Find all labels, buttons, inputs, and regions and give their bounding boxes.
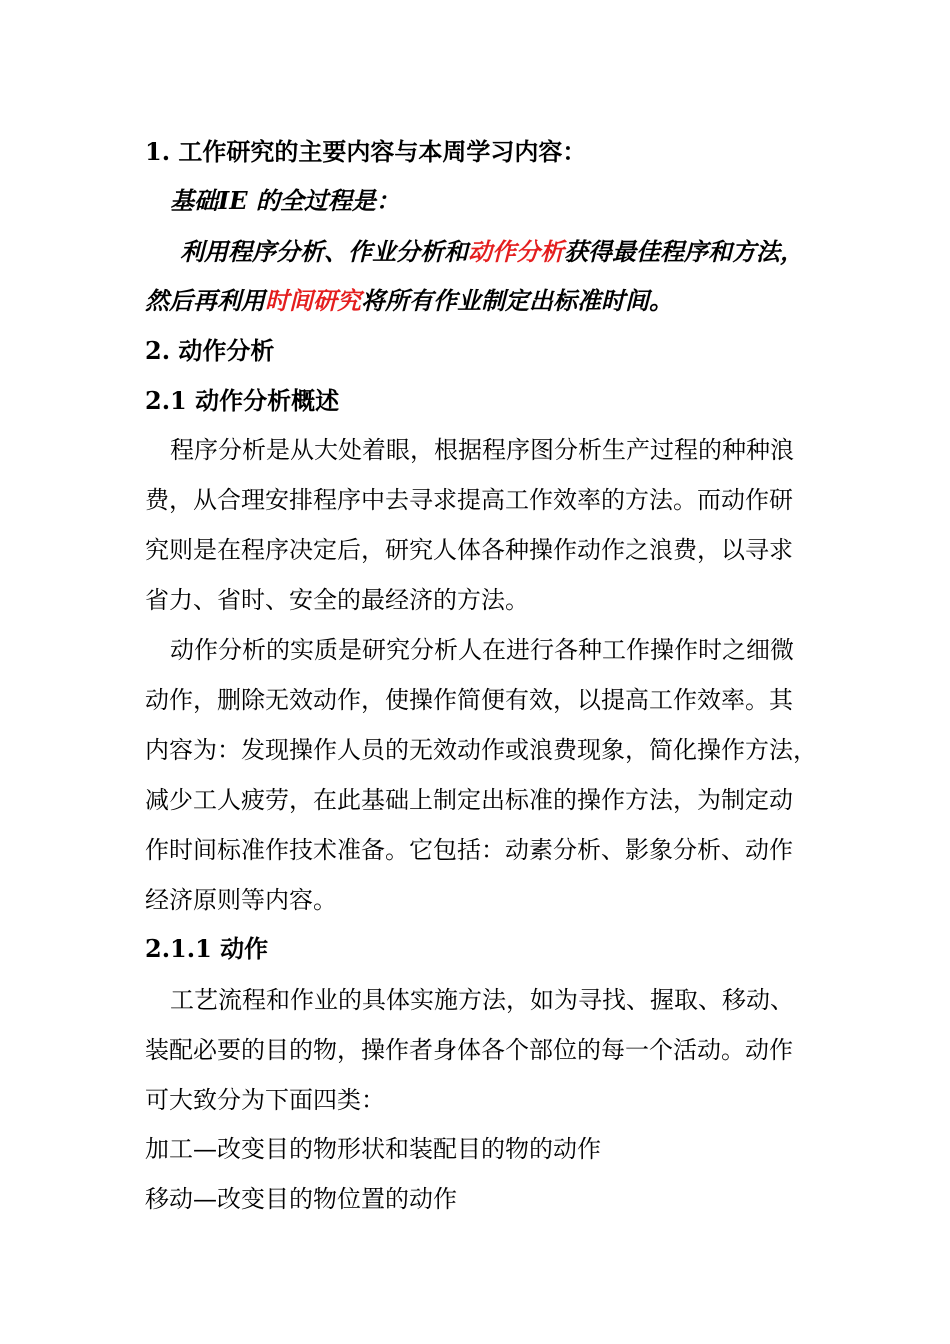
section-2-heading: 2. 动作分析 <box>145 336 275 365</box>
paragraph-2-line: 内容为：发现操作人员的无效动作或浪费现象，简化操作方法， <box>145 736 817 764</box>
highlight-action-analysis: 动作分析 <box>468 237 564 266</box>
list-item: 移动—改变目的物位置的动作 <box>145 1185 457 1213</box>
emphasis-text: 获得最佳程序和方法， <box>564 237 804 266</box>
paragraph-2-line: 经济原则等内容。 <box>145 886 337 914</box>
paragraph-2-line: 作时间标准作技术准备。它包括：动素分析、影象分析、动作 <box>145 836 793 864</box>
paragraph-1-line: 究则是在程序决定后，研究人体各种操作动作之浪费，以寻求 <box>145 536 793 564</box>
section-2-1-heading: 2.1 动作分析概述 <box>145 386 340 415</box>
list-item: 加工—改变目的物形状和装配目的物的动作 <box>145 1135 601 1163</box>
section-1-heading: 1. 工作研究的主要内容与本周学习内容： <box>145 137 587 166</box>
section-1-emphasis-line-2 <box>145 286 673 316</box>
emphasis-text: 利用程序分析、作业分析和 <box>180 237 468 266</box>
section-2-1-1-heading: 2.1.1 动作 <box>145 934 269 963</box>
paragraph-2-line: 动作，删除无效动作，使操作简便有效，以提高工作效率。其 <box>145 686 793 714</box>
paragraph-3-line: 工艺流程和作业的具体实施方法，如为寻找、握取、移动、 <box>170 986 794 1014</box>
emphasis-text: 将所有作业制定出标准时间。 <box>361 286 673 315</box>
paragraph-3-line: 可大致分为下面四类： <box>145 1086 385 1114</box>
section-1-subheading: 基础IE 的全过程是： <box>170 186 400 215</box>
paragraph-3-line: 装配必要的目的物，操作者身体各个部位的每一个活动。动作 <box>145 1036 793 1064</box>
paragraph-1-line: 程序分析是从大处着眼，根据程序图分析生产过程的种种浪 <box>170 436 794 464</box>
highlight-time-study: 时间研究 <box>265 286 361 315</box>
paragraph-1-line: 省力、省时、安全的最经济的方法。 <box>145 586 529 614</box>
paragraph-2-line: 减少工人疲劳，在此基础上制定出标准的操作方法，为制定动 <box>145 786 793 814</box>
section-1-emphasis-line-1 <box>180 237 804 267</box>
paragraph-1-line: 费，从合理安排程序中去寻求提高工作效率的方法。而动作研 <box>145 486 793 514</box>
emphasis-text: 然后再利用 <box>145 286 265 315</box>
paragraph-2-line: 动作分析的实质是研究分析人在进行各种工作操作时之细微 <box>170 636 794 664</box>
